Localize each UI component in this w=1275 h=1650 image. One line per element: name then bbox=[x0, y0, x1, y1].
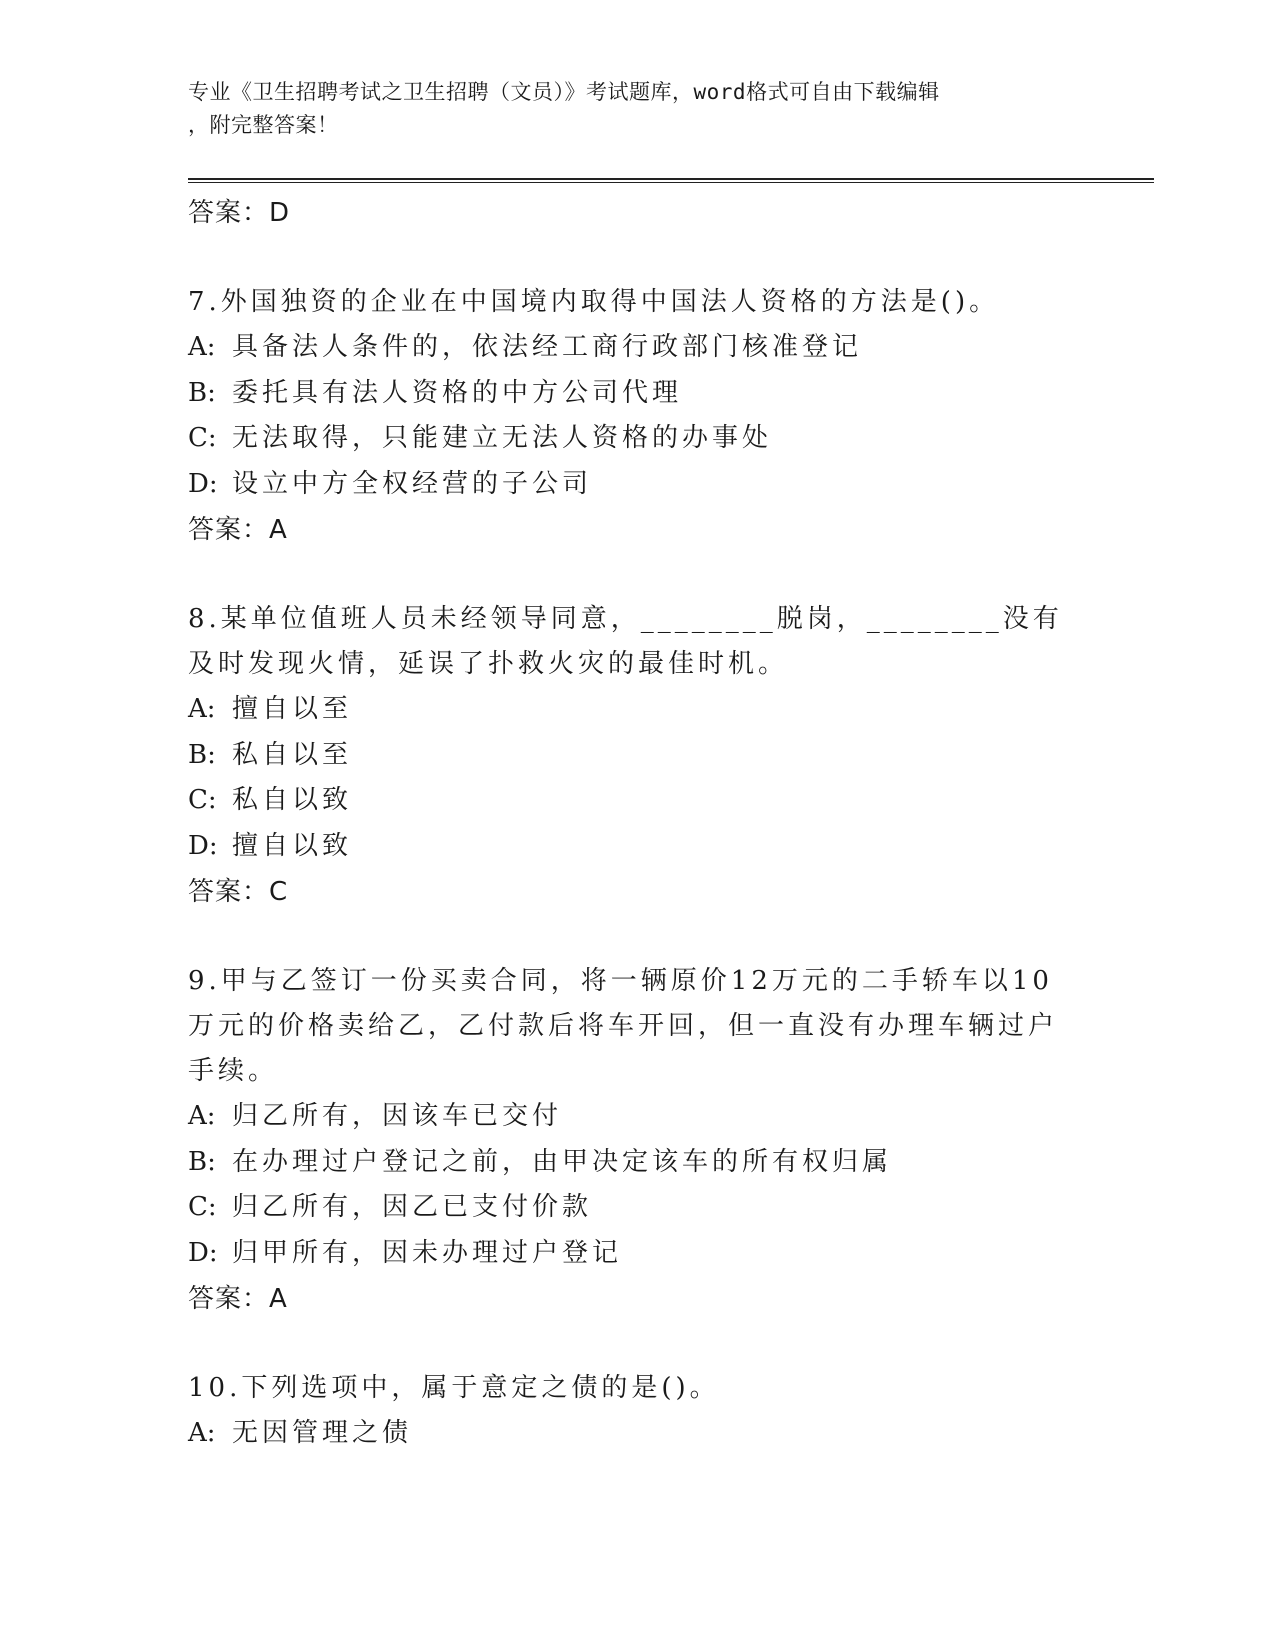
answer-line: 答案：A bbox=[188, 1284, 288, 1314]
option-a bbox=[188, 1094, 1088, 1140]
question-block bbox=[188, 1366, 1088, 1457]
answer-line: 答案：A bbox=[188, 515, 288, 545]
header-rule-thick bbox=[188, 178, 1154, 180]
question-list bbox=[188, 190, 1088, 1457]
spacer bbox=[188, 915, 1088, 959]
option-letter: B: bbox=[188, 377, 216, 408]
header-line-1: 专业《卫生招聘考试之卫生招聘（文员）》考试题库，word格式可自由下载编辑 bbox=[188, 80, 940, 104]
question-stem: 8.某单位值班人员未经领导同意，________脱岗，________没有及时发现火情，延误了扑救火灾的最佳时机。 bbox=[188, 604, 1063, 679]
question-stem: 7.外国独资的企业在中国境内取得中国法人资格的方法是()。 bbox=[188, 287, 1000, 317]
option-a bbox=[188, 687, 1088, 733]
option-c bbox=[188, 416, 1088, 462]
option-d bbox=[188, 462, 1088, 508]
option-text: 设立中方全权经营的子公司 bbox=[232, 468, 593, 499]
answer-line: 答案：D bbox=[188, 198, 291, 228]
option-a bbox=[188, 1411, 1088, 1457]
option-text: 擅自以至 bbox=[232, 694, 353, 724]
header-rule-thin bbox=[188, 182, 1154, 183]
option-a bbox=[188, 325, 1088, 371]
option-letter: D: bbox=[188, 830, 218, 861]
option-text: 归甲所有，因未办理过户登记 bbox=[232, 1237, 623, 1268]
option-text: 归乙所有，因乙已支付价款 bbox=[232, 1192, 593, 1222]
option-c bbox=[188, 1185, 1088, 1231]
question-stem: 10.下列选项中，属于意定之债的是()。 bbox=[188, 1373, 720, 1403]
spacer bbox=[188, 236, 1088, 280]
option-d bbox=[188, 824, 1088, 870]
option-letter: A: bbox=[188, 694, 216, 724]
option-letter: C: bbox=[188, 1192, 217, 1222]
option-text: 在办理过户登记之前，由甲决定该车的所有权归属 bbox=[232, 1146, 893, 1177]
option-letter: C: bbox=[188, 423, 217, 453]
option-c bbox=[188, 778, 1088, 824]
option-letter: D: bbox=[188, 1237, 218, 1268]
option-text: 委托具有法人资格的中方公司代理 bbox=[232, 377, 683, 408]
question-block bbox=[188, 959, 1088, 1322]
header-line-2: ，附完整答案！ bbox=[188, 113, 339, 137]
option-text: 具备法人条件的，依法经工商行政部门核准登记 bbox=[232, 332, 863, 362]
option-text: 无法取得，只能建立无法人资格的办事处 bbox=[232, 423, 773, 453]
spacer bbox=[188, 1322, 1088, 1366]
option-b bbox=[188, 733, 1088, 779]
option-b bbox=[188, 1140, 1088, 1186]
question-stem: 9.甲与乙签订一份买卖合同，将一辆原价12万元的二手轿车以10万元的价格卖给乙，乙付款后将车开回，但一直没有办理车辆过户手续。 bbox=[188, 966, 1059, 1086]
document-header bbox=[188, 76, 1068, 142]
question-block bbox=[188, 597, 1088, 915]
answer-line: 答案：C bbox=[188, 877, 289, 907]
option-text: 私自以致 bbox=[232, 785, 353, 815]
option-text: 归乙所有，因该车已交付 bbox=[232, 1101, 563, 1131]
option-text: 擅自以致 bbox=[232, 830, 353, 861]
option-letter: B: bbox=[188, 1146, 216, 1177]
option-letter: A: bbox=[188, 1418, 216, 1448]
question-block bbox=[188, 280, 1088, 553]
option-d bbox=[188, 1231, 1088, 1277]
option-text: 无因管理之债 bbox=[232, 1418, 413, 1448]
spacer bbox=[188, 553, 1088, 597]
option-letter: D: bbox=[188, 468, 218, 499]
option-letter: B: bbox=[188, 739, 216, 770]
option-letter: C: bbox=[188, 785, 217, 815]
option-text: 私自以至 bbox=[232, 739, 353, 770]
option-b bbox=[188, 371, 1088, 417]
option-letter: A: bbox=[188, 1101, 216, 1131]
option-letter: A: bbox=[188, 332, 216, 362]
